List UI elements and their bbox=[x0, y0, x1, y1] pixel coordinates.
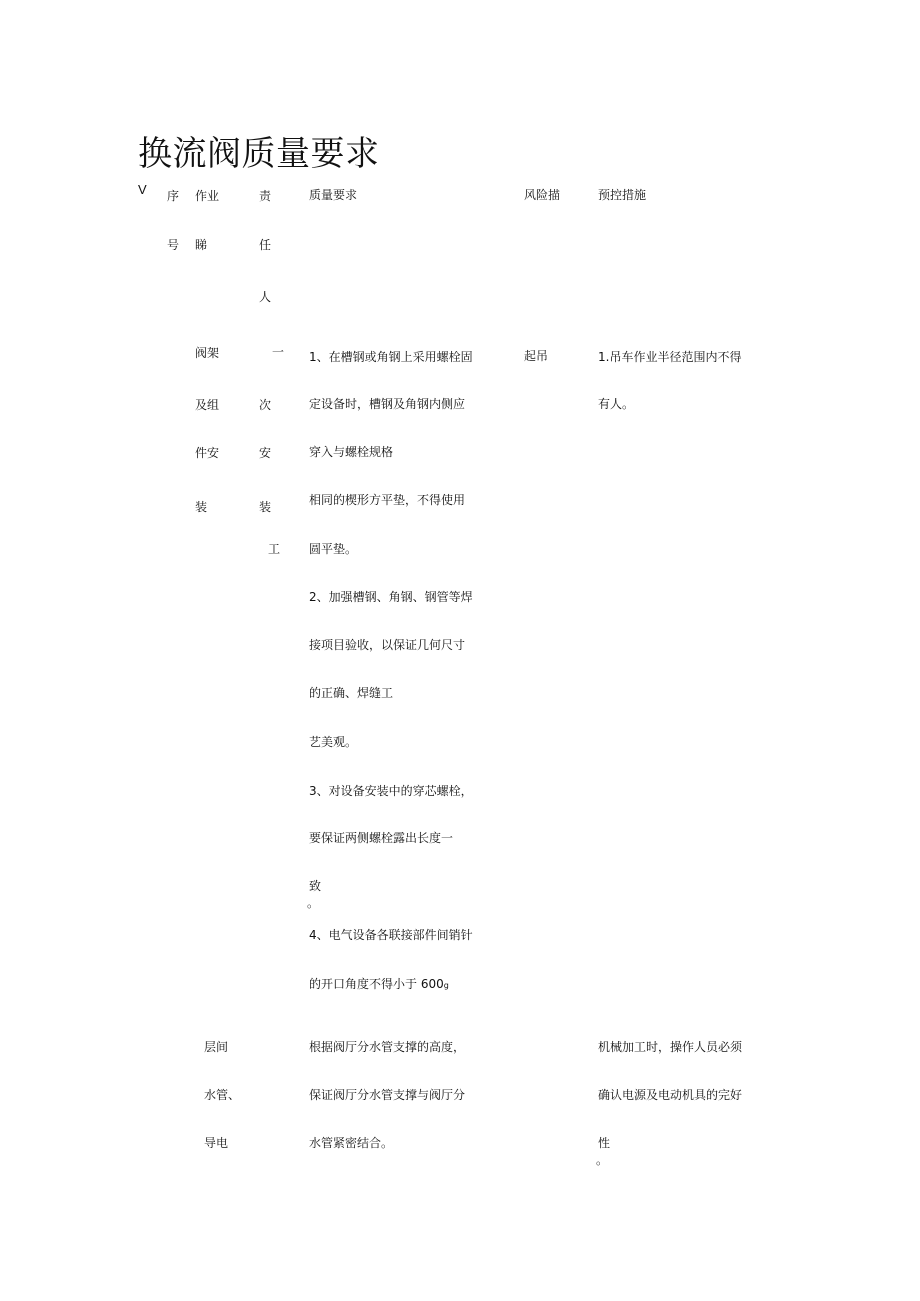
row2-measures-line-2: 确认电源及电动机具的完好 bbox=[598, 1088, 743, 1102]
row2-item-3: 导电 bbox=[204, 1136, 229, 1150]
row1-quality-line-5: 圆平垫。 bbox=[309, 542, 358, 556]
row1-person-1: 一 bbox=[272, 345, 285, 359]
row1-person-2: 次 bbox=[259, 398, 272, 412]
row1-measures-line-2: 有人。 bbox=[598, 397, 635, 411]
header-person-1: 责 bbox=[259, 189, 272, 203]
row2-measures-line-3: 性 bbox=[598, 1136, 611, 1150]
row2-quality-line-3: 水管紧密结合。 bbox=[309, 1136, 394, 1150]
row2-measures-line-4: 。 bbox=[596, 1153, 609, 1167]
row2-quality-line-1: 根据阀厅分水管支撑的高度， bbox=[309, 1040, 466, 1054]
row1-item-2: 及组 bbox=[195, 398, 220, 412]
header-seq-1: 序 bbox=[167, 189, 180, 203]
row1-quality-line-7: 接项目验收，以保证几何尺寸 bbox=[309, 638, 466, 652]
page-title: 换流阀质量要求 bbox=[138, 134, 380, 174]
row1-quality-line-10: 3、对设备安装中的穿芯螺栓， bbox=[309, 784, 473, 798]
header-risk: 风险描 bbox=[524, 188, 561, 202]
row1-risk: 起吊 bbox=[524, 349, 549, 363]
row1-quality-line-9: 艺美观。 bbox=[309, 735, 358, 749]
row1-quality-line-13: 。 bbox=[307, 896, 320, 910]
row2-item-2: 水管、 bbox=[204, 1088, 241, 1102]
row1-quality-line-15 bbox=[309, 978, 449, 990]
row1-measures-line-1: 1.吊车作业半径范围内不得 bbox=[598, 350, 742, 364]
row1-item-4: 装 bbox=[195, 500, 208, 514]
row1-quality-line-8: 的正确、焊缝工 bbox=[309, 686, 394, 700]
row1-quality-line-3: 穿入与螺栓规格 bbox=[309, 445, 394, 459]
row1-person-5: 工 bbox=[268, 542, 281, 556]
corner-mark: V bbox=[138, 182, 147, 197]
header-measures: 预控措施 bbox=[598, 188, 647, 202]
row1-quality-line-4: 相同的楔形方平垫，不得使用 bbox=[309, 493, 466, 507]
row1-quality-line-14: 4、电气设备各联接部件间销针 bbox=[309, 928, 473, 942]
header-person-2: 任 bbox=[259, 238, 272, 252]
row1-quality-subscript: g bbox=[443, 981, 449, 990]
row1-quality-line-12: 致 bbox=[309, 879, 322, 893]
row1-quality-line-11: 要保证两侧螺栓露出长度一 bbox=[309, 831, 454, 845]
row1-quality-line-2: 定设备时，槽钢及角钢内侧应 bbox=[309, 397, 466, 411]
header-quality: 质量要求 bbox=[309, 188, 358, 202]
header-item-1: 作业 bbox=[195, 189, 220, 203]
row1-quality-line-1: 1、在槽钢或角钢上采用螺栓固 bbox=[309, 350, 473, 364]
row1-item-1: 阀架 bbox=[195, 346, 220, 360]
header-item-2: 睇 bbox=[195, 238, 208, 252]
row1-person-4: 装 bbox=[259, 500, 272, 514]
row1-quality-line-6: 2、加强槽钢、角钢、钢管等焊 bbox=[309, 590, 473, 604]
header-seq-2: 号 bbox=[167, 238, 180, 252]
row2-measures-line-1: 机械加工时，操作人员必须 bbox=[598, 1040, 743, 1054]
row2-quality-line-2: 保证阀厅分水管支撑与阀厅分 bbox=[309, 1088, 466, 1102]
row1-item-3: 件安 bbox=[195, 446, 220, 460]
row1-person-3: 安 bbox=[259, 446, 272, 460]
row1-quality-line-15-text: 的开口角度不得小于 600 bbox=[309, 977, 444, 991]
row2-item-1: 层间 bbox=[204, 1040, 229, 1054]
header-person-3: 人 bbox=[259, 290, 272, 304]
